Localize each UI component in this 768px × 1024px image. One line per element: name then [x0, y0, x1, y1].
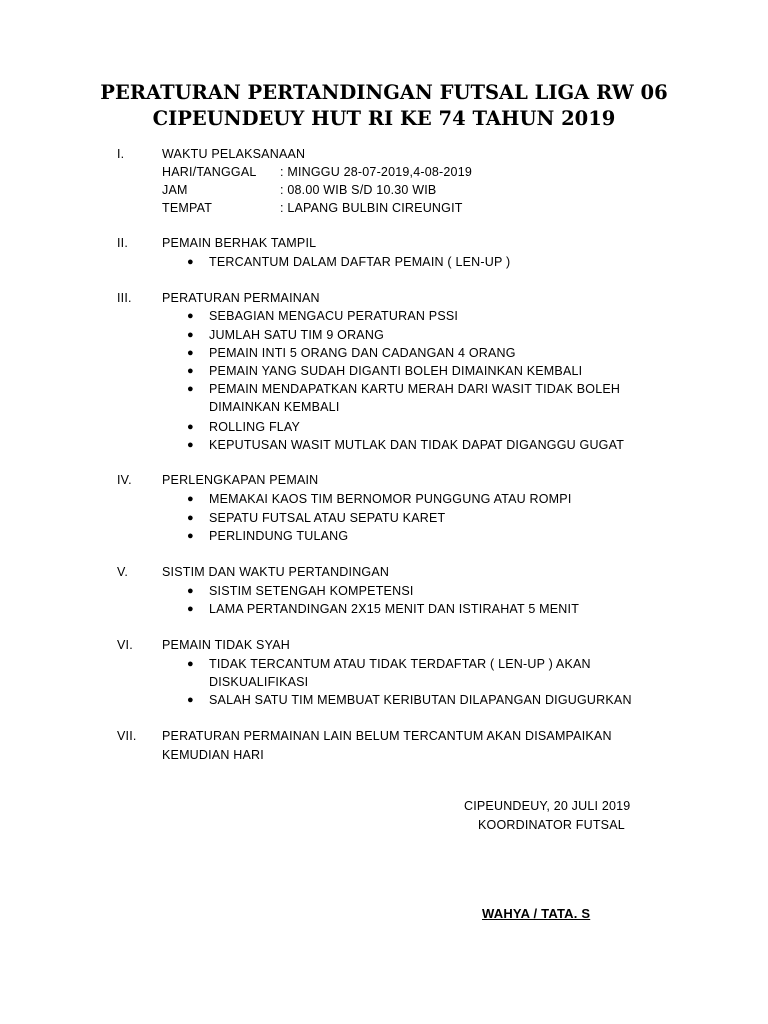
list-item: SISTIM SETENGAH KOMPETENSI — [209, 584, 414, 598]
bullet-icon: ● — [187, 329, 194, 341]
info-value: : 08.00 WIB S/D 10.30 WIB — [280, 183, 437, 197]
section-number: V. — [117, 565, 129, 579]
signature-place-date: CIPEUNDEUY, 20 JULI 2019 — [464, 799, 631, 813]
list-item: MEMAKAI KAOS TIM BERNOMOR PUNGGUNG ATAU ROMPI — [209, 492, 572, 506]
bullet-icon: ● — [187, 512, 194, 524]
section-number: VII. — [117, 729, 137, 743]
list-item: PERLINDUNG TULANG — [209, 529, 349, 543]
section-number: I. — [117, 147, 125, 161]
info-value: : LAPANG BULBIN CIREUNGIT — [280, 201, 463, 215]
bullet-icon: ● — [187, 658, 194, 670]
list-item: LAMA PERTANDINGAN 2X15 MENIT DAN ISTIRAHAT 5 MENIT — [209, 602, 580, 616]
signature-role: KOORDINATOR FUTSAL — [478, 818, 625, 832]
section-number: III. — [117, 291, 132, 305]
list-item: PEMAIN MENDAPATKAN KARTU MERAH DARI WASIT TIDAK BOLEH — [209, 382, 621, 396]
list-item: PEMAIN YANG SUDAH DIGANTI BOLEH DIMAINKAN KEMBALI — [209, 364, 583, 378]
signature-name: WAHYA / TATA. S — [482, 906, 591, 921]
document-title-line-1: PERATURAN PERTANDINGAN FUTSAL LIGA RW 06 — [100, 81, 668, 104]
list-item: ROLLING FLAY — [209, 420, 301, 434]
bullet-icon: ● — [187, 310, 194, 322]
info-label: TEMPAT — [162, 201, 213, 215]
bullet-icon: ● — [187, 493, 194, 505]
list-item-continuation: DISKUALIFIKASI — [209, 675, 309, 689]
bullet-icon: ● — [187, 365, 194, 377]
list-item: TERCANTUM DALAM DAFTAR PEMAIN ( LEN-UP ) — [209, 255, 511, 269]
bullet-icon: ● — [187, 439, 194, 451]
list-item: SALAH SATU TIM MEMBUAT KERIBUTAN DILAPANGAN DIGUGURKAN — [209, 693, 632, 707]
info-value: : MINGGU 28-07-2019,4-08-2019 — [280, 165, 473, 179]
list-item: SEPATU FUTSAL ATAU SEPATU KARET — [209, 511, 446, 525]
section-heading: WAKTU PELAKSANAAN — [162, 147, 306, 161]
section-number: II. — [117, 236, 129, 250]
list-item-continuation: DIMAINKAN KEMBALI — [209, 400, 340, 414]
info-label: JAM — [162, 183, 188, 197]
bullet-icon: ● — [187, 256, 194, 268]
bullet-icon: ● — [187, 383, 194, 395]
section-heading: PERATURAN PERMAINAN — [162, 291, 320, 305]
section-heading: SISTIM DAN WAKTU PERTANDINGAN — [162, 565, 390, 579]
bullet-icon: ● — [187, 694, 194, 706]
section-heading: PEMAIN TIDAK SYAH — [162, 638, 290, 652]
section-heading-continuation: KEMUDIAN HARI — [162, 748, 264, 762]
list-item: PEMAIN INTI 5 ORANG DAN CADANGAN 4 ORANG — [209, 346, 516, 360]
info-label: HARI/TANGGAL — [162, 165, 257, 179]
bullet-icon: ● — [187, 421, 194, 433]
bullet-icon: ● — [187, 530, 194, 542]
document-title-line-2: CIPEUNDEUY HUT RI KE 74 TAHUN 2019 — [152, 107, 616, 130]
bullet-icon: ● — [187, 603, 194, 615]
section-heading: PERATURAN PERMAINAN LAIN BELUM TERCANTUM AKAN DISAMPAIKAN — [162, 729, 612, 743]
list-item: JUMLAH SATU TIM 9 ORANG — [209, 328, 384, 342]
list-item: KEPUTUSAN WASIT MUTLAK DAN TIDAK DAPAT DIGANGGU GUGAT — [209, 438, 625, 452]
list-item: TIDAK TERCANTUM ATAU TIDAK TERDAFTAR ( LEN-UP ) AKAN — [209, 657, 591, 671]
bullet-icon: ● — [187, 347, 194, 359]
section-heading: PERLENGKAPAN PEMAIN — [162, 473, 319, 487]
list-item: SEBAGIAN MENGACU PERATURAN PSSI — [209, 309, 459, 323]
bullet-icon: ● — [187, 585, 194, 597]
section-number: IV. — [117, 473, 132, 487]
section-number: VI. — [117, 638, 133, 652]
section-heading: PEMAIN BERHAK TAMPIL — [162, 236, 317, 250]
